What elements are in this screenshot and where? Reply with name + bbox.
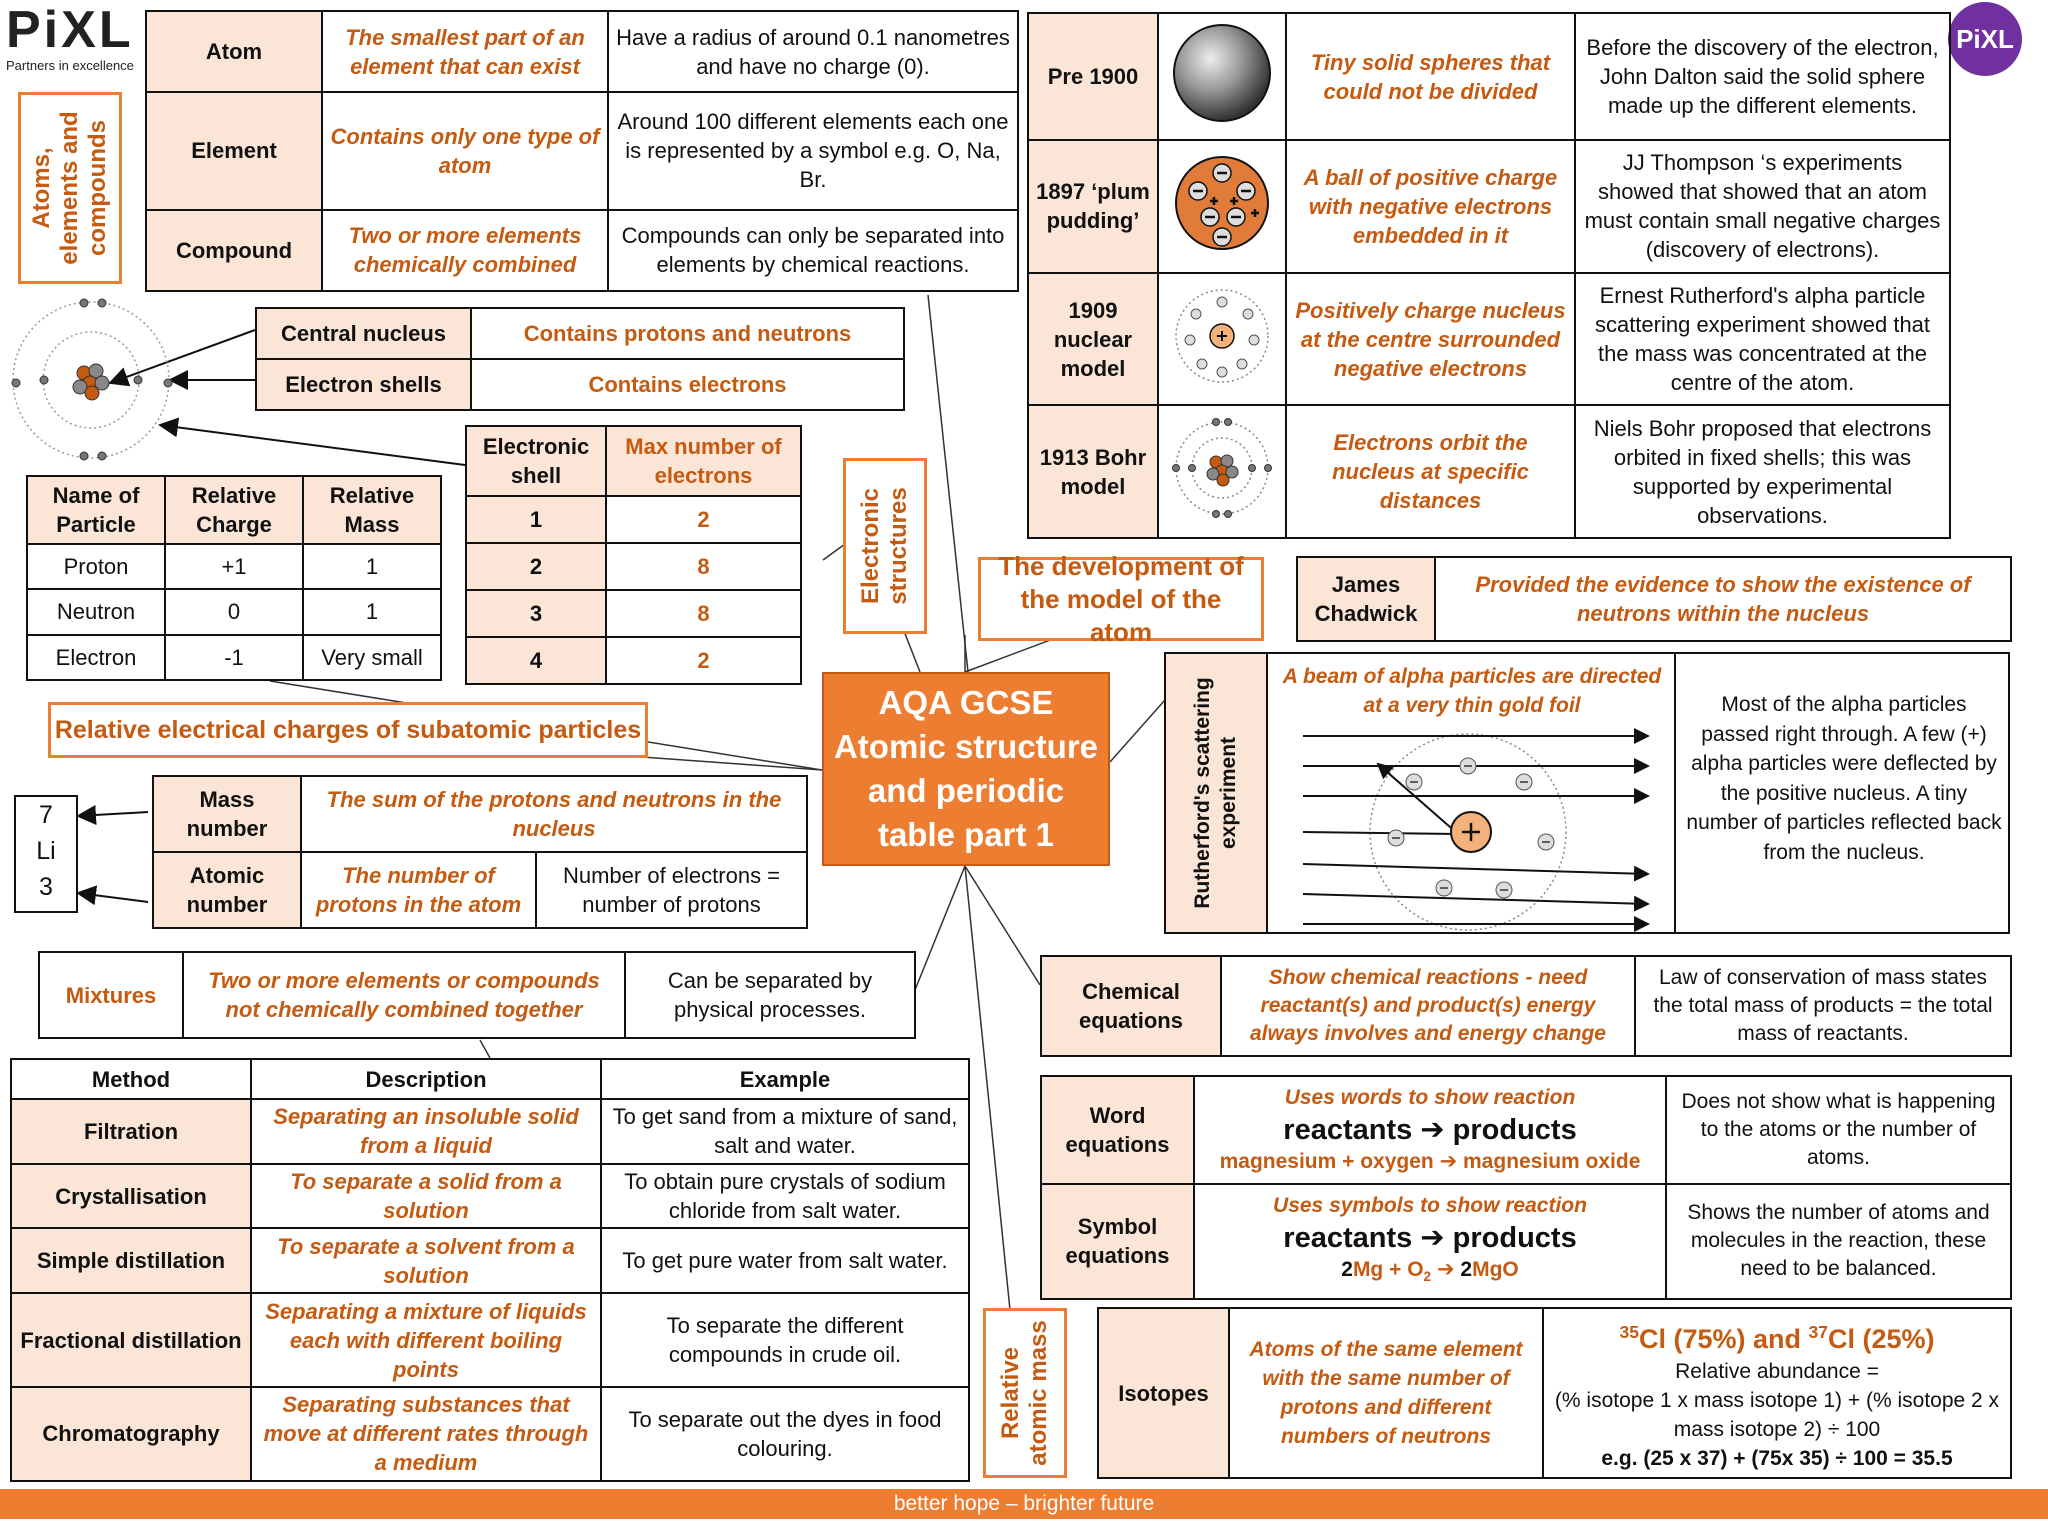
nuclear-model-icon bbox=[1170, 284, 1274, 388]
isotopes-line3: e.g. (25 x 37) + (75x 35) ÷ 100 = 35.5 bbox=[1601, 1446, 1953, 1470]
pixl-logo-text: PiXL bbox=[6, 1, 134, 59]
chemical-equations-table bbox=[1040, 955, 2012, 1057]
isotopes-line2: (% isotope 1 x mass isotope 1) + (% isotope 2 x mass isotope 2) ÷ 100 bbox=[1554, 1388, 2000, 1441]
method-desc: Separating substances that move at different rates through a medium bbox=[251, 1387, 601, 1481]
note-mixtures: Can be separated by physical processes. bbox=[625, 952, 915, 1038]
term-atomic-number: Atomic number bbox=[153, 852, 301, 928]
electronic-structures-label bbox=[843, 458, 927, 634]
model-image-cell bbox=[1158, 140, 1286, 273]
table-row bbox=[1041, 1076, 2011, 1184]
method-desc: To separate a solid from a solution bbox=[251, 1164, 601, 1229]
header-charge: Relative Charge bbox=[165, 476, 303, 544]
table-header-row bbox=[11, 1059, 969, 1099]
footer-text: better hope – brighter future bbox=[893, 1492, 1155, 1515]
atoms-table bbox=[145, 10, 1019, 292]
title-line3: and periodic bbox=[867, 772, 1065, 809]
method-simple-distillation: Simple distillation bbox=[11, 1228, 251, 1293]
table-header-row bbox=[466, 426, 801, 496]
symbol-eq-line1: Uses symbols to show reaction bbox=[1273, 1193, 1587, 1217]
method-desc: Separating a mixture of liquids each with different boiling points bbox=[251, 1293, 601, 1387]
word-eq-line3: magnesium + oxygen ➔ magnesium oxide bbox=[1219, 1149, 1641, 1173]
method-chromatography: Chromatography bbox=[11, 1387, 251, 1481]
table-row bbox=[11, 1228, 969, 1293]
table-row bbox=[146, 11, 1018, 92]
rutherford-side-label bbox=[1166, 654, 1268, 932]
table-row bbox=[146, 92, 1018, 210]
term-atom: Atom bbox=[146, 11, 322, 92]
model-image-cell bbox=[1158, 13, 1286, 140]
alpha-scattering-diagram bbox=[1268, 722, 1676, 932]
method-example: To obtain pure crystals of sodium chloride from salt water. bbox=[601, 1164, 969, 1229]
table-row bbox=[39, 952, 915, 1038]
isotopes-calc bbox=[1543, 1308, 2011, 1478]
model-image-cell bbox=[1158, 273, 1286, 406]
era-plum-pudding: 1897 ‘plum pudding’ bbox=[1028, 140, 1158, 273]
table-row bbox=[466, 496, 801, 543]
term-symbol-equations: Symbol equations bbox=[1041, 1184, 1194, 1299]
table-row bbox=[1028, 405, 1950, 538]
symbol-eq-line2: reactants ➔ products bbox=[1283, 1221, 1577, 1254]
table-row bbox=[466, 637, 801, 684]
page-title bbox=[822, 672, 1110, 866]
term-chemical-equations: Chemical equations bbox=[1041, 956, 1221, 1056]
isotopes-table bbox=[1097, 1307, 2012, 1479]
atoms-label-line3: compounds bbox=[84, 120, 111, 257]
rutherford-desc: A beam of alpha particles are directed at a very thin gold foil bbox=[1282, 665, 1662, 717]
era-pre-1900: Pre 1900 bbox=[1028, 13, 1158, 140]
term-word-equations: Word equations bbox=[1041, 1076, 1194, 1184]
cell: Proton bbox=[27, 544, 165, 589]
table-row bbox=[1028, 140, 1950, 273]
table-row bbox=[11, 1293, 969, 1387]
table-row bbox=[153, 776, 807, 852]
model-image-cell bbox=[1158, 405, 1286, 538]
cell: 0 bbox=[165, 589, 303, 634]
relative-atomic-mass-label bbox=[983, 1308, 1067, 1478]
method-desc: Separating an insoluble solid from a liquid bbox=[251, 1099, 601, 1164]
isotopes-line1: Relative abundance = bbox=[1675, 1359, 1879, 1383]
header-method: Method bbox=[11, 1059, 251, 1099]
term-isotopes: Isotopes bbox=[1098, 1308, 1229, 1478]
rutherford-label-line2: experiment bbox=[1217, 736, 1240, 850]
table-row bbox=[1041, 1184, 2011, 1299]
term-mass-number: Mass number bbox=[153, 776, 301, 852]
term-compound: Compound bbox=[146, 210, 322, 291]
method-filtration: Filtration bbox=[11, 1099, 251, 1164]
electron-shells-table bbox=[465, 425, 802, 685]
atoms-label-line1: Atoms, bbox=[28, 147, 55, 229]
header-max-electrons: Max number of electrons bbox=[606, 426, 801, 496]
table-row bbox=[1028, 13, 1950, 140]
note-element: Around 100 different elements each one is represented by a symbol e.g. O, Na, Br. bbox=[608, 92, 1018, 210]
particles-table bbox=[26, 475, 442, 681]
def-mass-number: The sum of the protons and neutrons in the nucleus bbox=[301, 776, 807, 852]
cell: 1 bbox=[466, 496, 606, 543]
ram-label-line1: Relative bbox=[997, 1346, 1024, 1440]
header-description: Description bbox=[251, 1059, 601, 1099]
model-note: Ernest Rutherford's alpha particle scattering experiment showed that the mass was concentrated at the centre of the atom. bbox=[1575, 273, 1950, 406]
chadwick-name: James Chadwick bbox=[1297, 557, 1435, 641]
note-chemical-equations: Law of conservation of mass states the total mass of products = the total mass of reactants. bbox=[1635, 956, 2011, 1056]
table-row bbox=[153, 852, 807, 928]
electronic-structures-line2: structures bbox=[885, 487, 912, 605]
table-row bbox=[1297, 557, 2011, 641]
method-example: To get sand from a mixture of sand, salt and water. bbox=[601, 1099, 969, 1164]
table-row bbox=[1028, 273, 1950, 406]
method-fractional-distillation: Fractional distillation bbox=[11, 1293, 251, 1387]
pixl-corner-logo-text: PiXL bbox=[1956, 23, 2014, 54]
rutherford-label-line1: Rutherford's scattering bbox=[1191, 677, 1214, 909]
cell: -1 bbox=[165, 635, 303, 680]
note-compound: Compounds can only be separated into elements by chemical reactions. bbox=[608, 210, 1018, 291]
atom-shells-diagram bbox=[6, 295, 176, 465]
table-row bbox=[27, 589, 441, 634]
lithium-mass-number: 7 bbox=[39, 801, 53, 829]
method-example: To separate the different compounds in crude oil. bbox=[601, 1293, 969, 1387]
term-central-nucleus: Central nucleus bbox=[256, 308, 471, 359]
table-row bbox=[11, 1164, 969, 1229]
cell: 8 bbox=[606, 543, 801, 590]
rutherford-experiment bbox=[1164, 652, 2010, 934]
era-nuclear-model: 1909 nuclear model bbox=[1028, 273, 1158, 406]
header-name: Name of Particle bbox=[27, 476, 165, 544]
table-row bbox=[11, 1099, 969, 1164]
cell: 2 bbox=[466, 543, 606, 590]
desc-chemical-equations: Show chemical reactions - need reactant(s) and product(s) energy always involves and energy change bbox=[1221, 956, 1635, 1056]
table-row bbox=[466, 590, 801, 637]
table-row bbox=[27, 544, 441, 589]
cell: 3 bbox=[466, 590, 606, 637]
note-word-equations: Does not show what is happening to the atoms or the number of atoms. bbox=[1666, 1076, 2011, 1184]
model-desc: A ball of positive charge with negative electrons embedded in it bbox=[1286, 140, 1575, 273]
term-electron-shells: Electron shells bbox=[256, 359, 471, 410]
table-row bbox=[256, 359, 904, 410]
separation-methods-table bbox=[10, 1058, 970, 1482]
header-mass: Relative Mass bbox=[303, 476, 441, 544]
cell: Neutron bbox=[27, 589, 165, 634]
def-atom: The smallest part of an element that can exist bbox=[322, 11, 608, 92]
cell: 2 bbox=[606, 496, 801, 543]
chadwick-table bbox=[1296, 556, 2012, 642]
model-desc: Tiny solid spheres that could not be divided bbox=[1286, 13, 1575, 140]
plum-pudding-icon bbox=[1170, 151, 1274, 255]
cell: +1 bbox=[165, 544, 303, 589]
method-example: To get pure water from salt water. bbox=[601, 1228, 969, 1293]
bohr-model-icon bbox=[1170, 416, 1274, 520]
mixtures-table bbox=[38, 951, 916, 1039]
header-example: Example bbox=[601, 1059, 969, 1099]
table-row bbox=[27, 635, 441, 680]
title-line2: Atomic structure bbox=[833, 728, 1099, 765]
desc-electron-shells: Contains electrons bbox=[471, 359, 904, 410]
cell: 4 bbox=[466, 637, 606, 684]
table-row bbox=[256, 308, 904, 359]
footer-bar bbox=[0, 1489, 2048, 1519]
development-of-atom-model-label: The development of the model of the atom bbox=[978, 557, 1264, 641]
method-example: To separate out the dyes in food colouring. bbox=[601, 1387, 969, 1481]
table-row bbox=[1098, 1308, 2011, 1478]
era-bohr-model: 1913 Bohr model bbox=[1028, 405, 1158, 538]
model-desc: Electrons orbit the nucleus at specific distances bbox=[1286, 405, 1575, 538]
model-note: Niels Bohr proposed that electrons orbited in fixed shells; this was supported by experimental observations. bbox=[1575, 405, 1950, 538]
term-element: Element bbox=[146, 92, 322, 210]
cell: 1 bbox=[303, 544, 441, 589]
def-mixtures: Two or more elements or compounds not chemically combined together bbox=[183, 952, 625, 1038]
note-symbol-equations: Shows the number of atoms and molecules in the reaction, these need to be balanced. bbox=[1666, 1184, 2011, 1299]
lithium-symbol: Li bbox=[36, 837, 56, 865]
symbol-eq-line3: $2Mg + O_2$ ➔ 2MgO bbox=[1341, 1257, 1519, 1284]
model-desc: Positively charge nucleus at the centre surrounded negative electrons bbox=[1286, 273, 1575, 406]
cell: 2 bbox=[606, 637, 801, 684]
chadwick-desc: Provided the evidence to show the existence of neutrons within the nucleus bbox=[1435, 557, 2011, 641]
def-atomic-number: The number of protons in the atom bbox=[301, 852, 536, 928]
equations-table bbox=[1040, 1075, 2012, 1300]
symbol-equations-desc bbox=[1194, 1184, 1666, 1299]
atom-model-history-table bbox=[1027, 12, 1951, 539]
electronic-structures-line1: Electronic bbox=[857, 487, 884, 605]
cell: Very small bbox=[303, 635, 441, 680]
table-header-row bbox=[27, 476, 441, 544]
def-compound: Two or more elements chemically combined bbox=[322, 210, 608, 291]
mass-atomic-number-table bbox=[152, 775, 808, 929]
nucleus-table bbox=[255, 307, 905, 411]
header-shell: Electronic shell bbox=[466, 426, 606, 496]
pixl-tagline: Partners in excellence bbox=[6, 58, 134, 73]
table-row bbox=[466, 543, 801, 590]
pixl-logo bbox=[6, 2, 142, 82]
atoms-label-line2: elements and bbox=[56, 111, 83, 265]
lithium-symbol-box bbox=[14, 795, 78, 913]
model-note: Before the discovery of the electron, John Dalton said the solid sphere made up the different elements. bbox=[1575, 13, 1950, 140]
term-mixtures: Mixtures bbox=[39, 952, 183, 1038]
table-row bbox=[146, 210, 1018, 291]
desc-isotopes: Atoms of the same element with the same number of protons and different numbers of neutrons bbox=[1229, 1308, 1543, 1478]
relative-charges-label: Relative electrical charges of subatomic particles bbox=[48, 702, 648, 758]
desc-central-nucleus: Contains protons and neutrons bbox=[471, 308, 904, 359]
isotopes-heading: $^{35}$Cl (75%) and $^{37}$Cl (25%) bbox=[1619, 1321, 1935, 1354]
title-line1: AQA GCSE bbox=[878, 684, 1054, 721]
word-equations-desc bbox=[1194, 1076, 1666, 1184]
lithium-atomic-number: 3 bbox=[39, 873, 53, 901]
cell: 8 bbox=[606, 590, 801, 637]
rutherford-note: Most of the alpha particles passed right through. A few (+) alpha particles were deflected by the positive nucleus. A tiny number of particles reflected back from the nucleus. bbox=[1686, 693, 2002, 864]
note-atomic-number: Number of electrons = number of protons bbox=[536, 852, 807, 928]
pixl-corner-logo bbox=[1948, 2, 2022, 76]
model-note: JJ Thompson ‘s experiments showed that showed that an atom must contain small negative charges (discovery of electrons). bbox=[1575, 140, 1950, 273]
cell: Electron bbox=[27, 635, 165, 680]
word-eq-line1: Uses words to show reaction bbox=[1284, 1085, 1576, 1109]
method-desc: To separate a solvent from a solution bbox=[251, 1228, 601, 1293]
ram-label-line2: atomic mass bbox=[1025, 1320, 1052, 1466]
solid-sphere-icon bbox=[1170, 21, 1274, 125]
def-element: Contains only one type of atom bbox=[322, 92, 608, 210]
table-row bbox=[11, 1387, 969, 1481]
table-row bbox=[1041, 956, 2011, 1056]
word-eq-line2: reactants ➔ products bbox=[1283, 1113, 1577, 1146]
title-line4: table part 1 bbox=[877, 816, 1055, 853]
rutherford-diagram-area bbox=[1268, 654, 1676, 932]
cell: 1 bbox=[303, 589, 441, 634]
atoms-elements-compounds-label bbox=[18, 92, 122, 284]
method-crystallisation: Crystallisation bbox=[11, 1164, 251, 1229]
note-atom: Have a radius of around 0.1 nanometres and have no charge (0). bbox=[608, 11, 1018, 92]
